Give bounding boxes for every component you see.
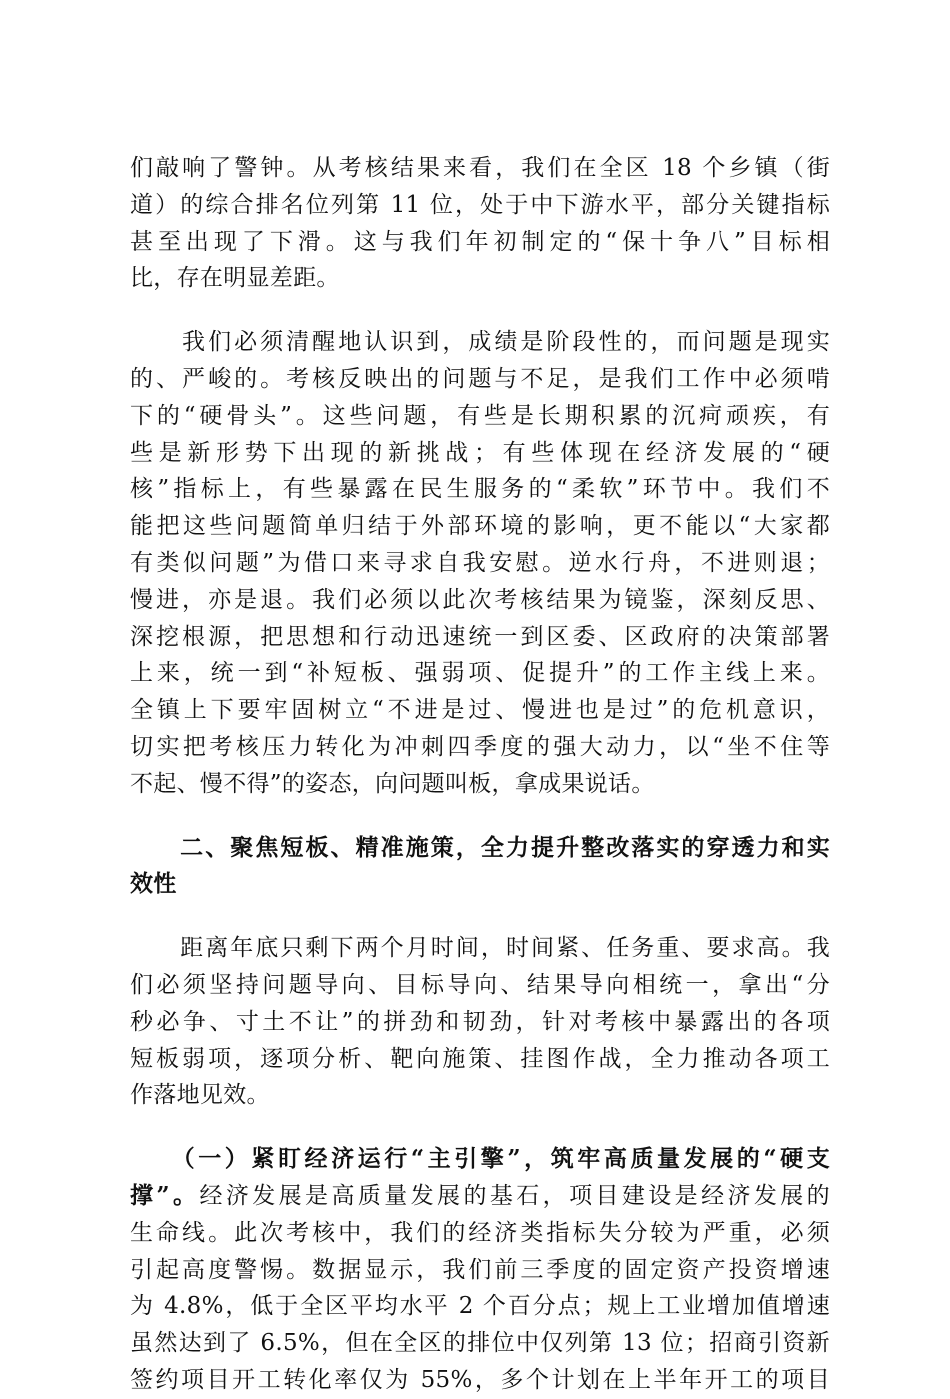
subheading-line: （一）紧盯经济运行“主引擎”，筑牢高质量发展的“硬支 — [130, 1145, 830, 1173]
heading-line: 效性 — [130, 870, 177, 898]
text-line: 作落地见效。 — [130, 1082, 270, 1109]
text-line: 的、严峻的。考核反映出的问题与不足，是我们工作中必须啃 — [130, 365, 830, 392]
text-line: 慢进，亦是退。我们必须以此次考核结果为镜鉴，深刻反思、 — [130, 586, 830, 613]
text-line: 有类似问题”为借口来寻求自我安慰。逆水行舟，不进则退； — [130, 549, 830, 576]
text-line: 们必须坚持问题导向、目标导向、结果导向相统一，拿出“分 — [130, 971, 830, 998]
text-line: 切实把考核压力转化为冲刺四季度的强大动力，以“坐不住等 — [130, 733, 830, 760]
paragraph-awareness — [130, 324, 830, 802]
text-line: 道）的综合排名位列第 11 位，处于中下游水平，部分关键指标 — [130, 191, 830, 218]
subheading-tail: 撑”。 — [130, 1181, 200, 1209]
text-line: 短板弱项，逐项分析、靶向施策、挂图作战，全力推动各项工 — [130, 1045, 830, 1072]
heading-line: 二、聚焦短板、精准施策，全力提升整改落实的穿透力和实 — [130, 833, 830, 861]
text-line: 秒必争、寸土不让”的拼劲和韧劲，针对考核中暴露出的各项 — [130, 1008, 830, 1035]
text-line: 核”指标上，有些暴露在民生服务的“柔软”环节中。我们不 — [130, 476, 830, 503]
text-line: 上来，统一到“补短板、强弱项、促提升”的工作主线上来。 — [130, 660, 830, 687]
text-run: 经济发展是高质量发展的基石，项目建设是经济发展的 — [199, 1182, 830, 1209]
paragraph-economy — [130, 1141, 830, 1399]
text-line: 我们必须清醒地认识到，成绩是阶段性的，而问题是现实 — [130, 329, 830, 356]
paragraph-gap — [130, 903, 830, 930]
text-line: 比，存在明显差距。 — [130, 265, 340, 292]
paragraph-gap — [130, 297, 830, 324]
text-line: 深挖根源，把思想和行动迅速统一到区委、区政府的决策部署 — [130, 623, 830, 650]
text-line: 些是新形势下出现的新挑战；有些体现在经济发展的“硬 — [130, 439, 830, 466]
text-line: 全镇上下要牢固树立“不进是过、慢进也是过”的危机意识， — [130, 697, 830, 724]
text-line: 为 4.8%，低于全区平均水平 2 个百分点；规上工业增加值增速 — [130, 1293, 830, 1320]
text-line: 生命线。此次考核中，我们的经济类指标失分较为严重，必须 — [130, 1219, 830, 1246]
paragraph-gap — [130, 803, 830, 830]
paragraph-deadline — [130, 930, 830, 1114]
text-line: 签约项目开工转化率仅为 55%，多个计划在上半年开工的项目 — [130, 1366, 830, 1393]
text-line — [130, 1178, 830, 1215]
text-line: 不起、慢不得”的姿态，向问题叫板，拿成果说话。 — [130, 770, 655, 797]
text-line: 能把这些问题简单归结于外部环境的影响，更不能以“大家都 — [130, 513, 830, 540]
text-line: 虽然达到了 6.5%，但在全区的排位中仅列第 13 位；招商引资新 — [130, 1330, 830, 1357]
text-line: 距离年底只剩下两个月时间，时间紧、任务重、要求高。我 — [130, 935, 830, 962]
text-line: 甚至出现了下滑。这与我们年初制定的“保十争八”目标相 — [130, 228, 830, 255]
text-line: 引起高度警惕。数据显示，我们前三季度的固定资产投资增速 — [130, 1256, 830, 1283]
text-line: 下的“硬骨头”。这些问题，有些是长期积累的沉疴顽疾，有 — [130, 402, 830, 429]
paragraph-gap — [130, 1114, 830, 1141]
text-line: 们敲响了警钟。从考核结果来看，我们在全区 18 个乡镇（街 — [130, 155, 830, 181]
section-heading — [130, 830, 830, 904]
document-body — [130, 150, 830, 1399]
paragraph-ranking — [130, 150, 830, 297]
